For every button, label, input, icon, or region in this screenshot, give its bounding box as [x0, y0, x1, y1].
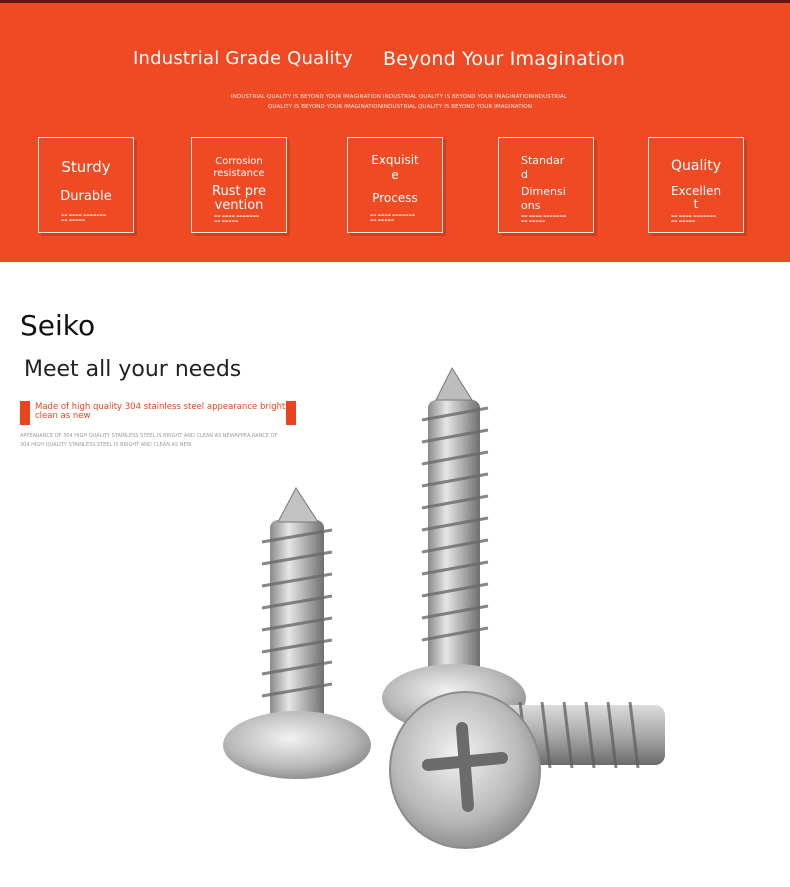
- feature-box-dimensions: [498, 137, 594, 233]
- product-description: Made of high quality 304 stainless steel appearance bright clean as new: [35, 402, 286, 421]
- feature-banner: [0, 0, 790, 262]
- feature-subtitle-cont: ons: [521, 199, 541, 212]
- stainless-screws-image: [200, 360, 680, 860]
- feature-fine-text: ▬▬ ▬▬▬▬ ▬▬▬▬▬▬▬ ▬▬ ▬▬▬▬▬: [61, 213, 107, 222]
- feature-subtitle-cont: vention: [214, 198, 264, 213]
- feature-box-quality: [648, 137, 744, 233]
- feature-fine-text: ▬▬ ▬▬▬▬ ▬▬▬▬▬▬▬ ▬▬ ▬▬▬▬▬: [370, 213, 416, 222]
- feature-fine-text: ▬▬ ▬▬▬▬ ▬▬▬▬▬▬▬ ▬▬ ▬▬▬▬▬: [521, 214, 567, 223]
- feature-title-cont: d: [521, 168, 528, 181]
- subline-2: QUALITY IS BEYOND YOUR IMAGINATIONINDUSTRIAL QUALITY IS BEYOND YOUR IMAGINATION: [268, 104, 533, 110]
- feature-title: Corrosion: [215, 156, 263, 167]
- tall-screw: [382, 368, 526, 732]
- left-screw: [223, 488, 371, 779]
- headline-right: Beyond Your Imagination: [383, 48, 626, 70]
- feature-title: Standar: [521, 154, 565, 167]
- feature-subtitle: Durable: [60, 189, 112, 204]
- feature-subtitle: Process: [372, 191, 418, 205]
- headline-left: Industrial Grade Quality: [133, 48, 353, 69]
- feature-box-sturdy: [38, 137, 134, 233]
- tagline: Meet all your needs: [24, 357, 242, 382]
- feature-box-corrosion: [191, 137, 287, 233]
- product-fine-print: APPEARANCE OF 304 HIGH QUALITY STAINLESS STEEL IS BRIGHT AND CLEAN AS NEWAPPEA RANCE OF 304 HIGH QUALITY STAINLESS STEEL IS BRIGHT AND CLEAN AS NEW: [20, 433, 278, 448]
- subline-1: INDUSTRIAL QUALITY IS BEYOND YOUR IMAGINATION INDUSTRIAL QUALITY IS BEYOND YOUR IMAGINATIONINDUSTRIAL: [231, 94, 567, 100]
- feature-subtitle-cont: t: [693, 197, 699, 211]
- brand-title: Seiko: [20, 309, 96, 342]
- feature-title: Sturdy: [61, 158, 111, 176]
- feature-title-cont: e: [391, 168, 399, 182]
- feature-fine-text: ▬▬ ▬▬▬▬ ▬▬▬▬▬▬▬ ▬▬ ▬▬▬▬▬: [671, 214, 717, 223]
- feature-box-process: [347, 137, 443, 233]
- feature-subtitle: Excellen: [670, 184, 722, 198]
- feature-title-cont: resistance: [213, 168, 265, 179]
- lying-screw: [390, 692, 665, 848]
- feature-title: Exquisit: [371, 153, 419, 167]
- feature-subtitle: Rust pre: [212, 184, 266, 199]
- accent-bar-left: [20, 401, 30, 425]
- feature-title: Quality: [670, 158, 722, 174]
- feature-fine-text: ▬▬ ▬▬▬▬ ▬▬▬▬▬▬▬ ▬▬ ▬▬▬▬▬: [214, 214, 260, 223]
- top-divider: [0, 0, 790, 3]
- feature-subtitle: Dimensi: [521, 185, 566, 198]
